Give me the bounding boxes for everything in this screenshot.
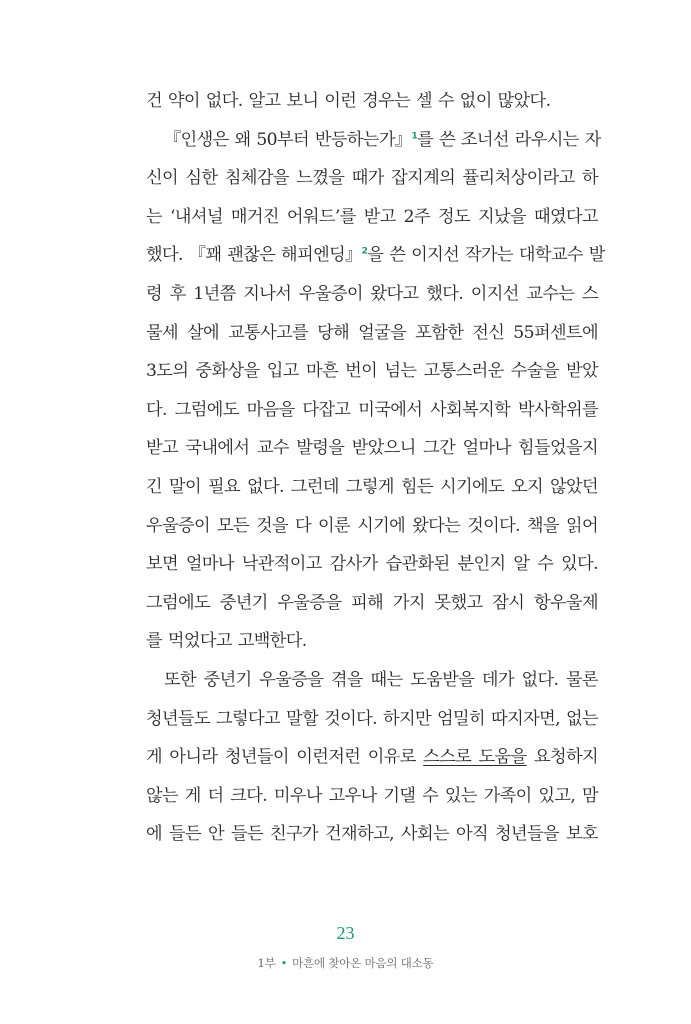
- text-line: 물세 살에 교통사고를 당해 얼굴을 포함한 전신 55퍼센트에: [146, 322, 598, 343]
- text-line: [146, 236, 605, 275]
- text-segment: 요청하지: [526, 747, 598, 768]
- text-line: 령 후 1년쯤 지나서 우울증이 왔다고 했다. 이지선 교수는 스: [146, 283, 598, 304]
- text-line: [146, 121, 601, 160]
- footnote-marker[interactable]: 2: [361, 246, 368, 257]
- text-segment: 했다. 『꽤 괜찮은 해피엔딩』: [146, 245, 362, 266]
- text-line: 받고 국내에서 교수 발령을 받았으니 그간 얼마나 힘들었을지: [146, 438, 598, 459]
- underlined-text: 스스로 도움을: [423, 747, 527, 768]
- chapter-title: 마흔에 찾아온 마음의 대소동: [292, 956, 434, 970]
- footnote-marker[interactable]: 1: [411, 130, 418, 141]
- text-line: 청년들도 그렇다고 말할 것이다. 하지만 엄밀히 따지자면, 없는: [146, 708, 598, 729]
- text-segment: 게 아니라 청년들이 이런저런 이유로: [146, 747, 424, 768]
- text-line: 또한 중년기 우울증을 겪을 때는 도움받을 데가 없다. 물론: [164, 669, 598, 690]
- text-line: 건 약이 없다. 알고 보니 이런 경우는 셀 수 없이 많았다.: [146, 91, 551, 111]
- part-label: 1부: [257, 956, 276, 970]
- text-line: 긴 말이 필요 없다. 그런데 그렇게 힘든 시기에도 오지 않았던: [146, 476, 598, 497]
- bullet-icon: •: [280, 956, 288, 970]
- text-segment: 를 쓴 조너선 라우시는 자: [417, 129, 601, 150]
- text-line: 보면 얼마나 낙관적이고 감사가 습관화된 분인지 알 수 있다.: [146, 554, 598, 575]
- page-number: 23: [336, 923, 355, 943]
- text-line: 는 ‘내셔널 매거진 어워드’를 받고 2주 정도 지났을 때였다고: [146, 206, 598, 227]
- text-segment: 『인생은 왜 50부터 반등하는가』: [164, 129, 412, 150]
- text-line: 에 들든 안 들든 친구가 건재하고, 사회는 아직 청년들을 보호: [146, 824, 598, 845]
- text-line: 그럼에도 중년기 우울증을 피해 가지 못했고 잠시 항우울제: [146, 592, 598, 613]
- text-line: 다. 그럼에도 마음을 다잡고 미국에서 사회복지학 박사학위를: [146, 399, 598, 420]
- text-line: 않는 게 더 크다. 미우나 고우나 기댈 수 있는 가족이 있고, 맘: [146, 785, 598, 806]
- body-text: [146, 82, 605, 854]
- text-segment: 을 쓴 이지선 작가는 대학교수 발: [367, 245, 605, 266]
- text-line: 를 먹었다고 고백한다.: [146, 631, 307, 652]
- running-head: [0, 955, 691, 971]
- text-line: 3도의 중화상을 입고 마흔 번이 넘는 고통스러운 수술을 받았: [146, 361, 598, 382]
- text-line: 신이 심한 침체감을 느꼈을 때가 잡지계의 퓰리처상이라고 하: [146, 168, 598, 189]
- text-line: [146, 738, 598, 777]
- text-line: 우울증이 모든 것을 다 이룬 시기에 왔다는 것이다. 책을 읽어: [146, 515, 598, 536]
